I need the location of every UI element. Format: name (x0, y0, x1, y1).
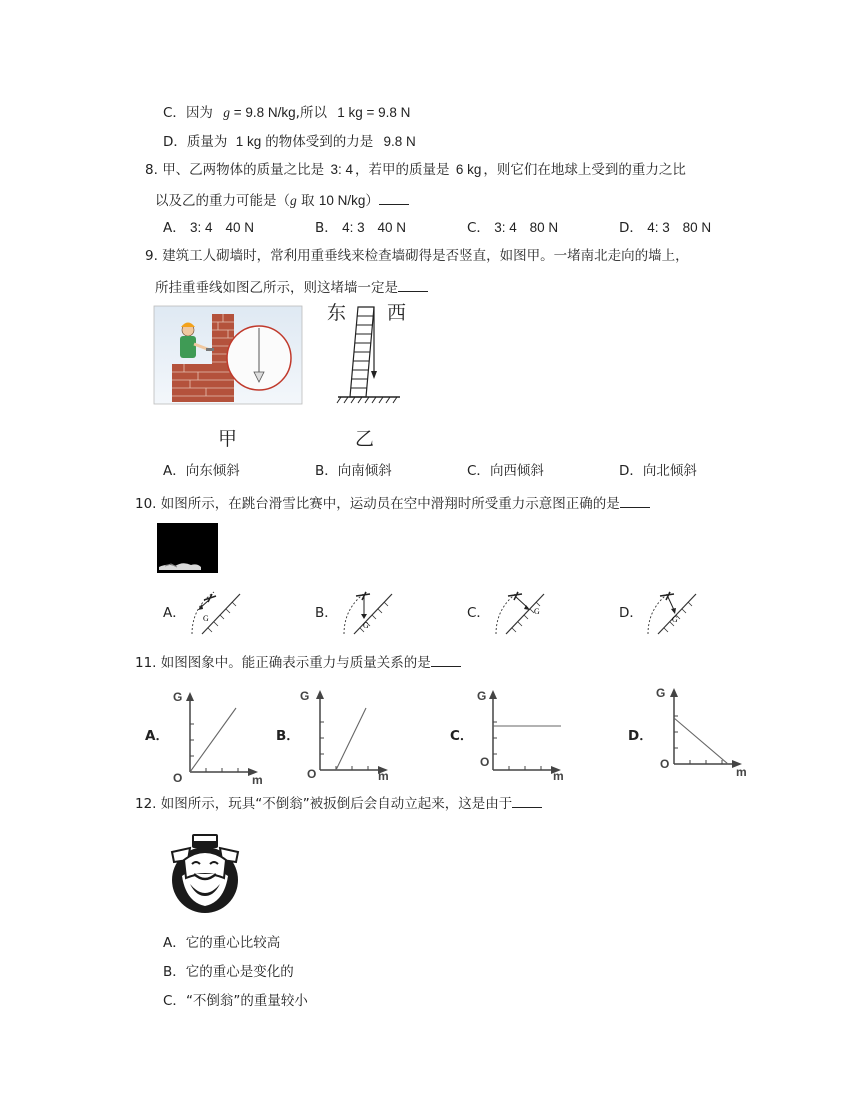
value: 3: 4 (330, 162, 354, 177)
value: 40 N (225, 220, 254, 235)
text: 建筑工人砌墙时，常利用重垂线来检查墙砌得是否竖直，如图甲。一堵南北走向的墙上， (162, 248, 689, 264)
option-letter: A． (163, 463, 186, 479)
value: 1 kg (235, 134, 262, 149)
axis-label-m: m (378, 769, 389, 783)
answer-blank[interactable] (379, 192, 409, 205)
value: 6 kg (455, 162, 482, 177)
q8-option-b (315, 221, 406, 236)
formula: 1 kg = 9.8 N (337, 105, 411, 120)
q8-option-a (163, 221, 254, 236)
value: 80 N (529, 220, 559, 235)
q11-graph-c (477, 686, 573, 782)
q10-option-a-label: A． (163, 605, 186, 621)
text: 所挂重垂线如图乙所示，则这堵墙一定是 (155, 280, 398, 296)
axis-label-m: m (736, 765, 747, 779)
text: 以及乙的重力可能是（ (155, 193, 290, 209)
answer-blank[interactable] (431, 654, 461, 667)
q10-option-d-label: D． (619, 605, 643, 621)
q10-diagram-b (338, 588, 394, 636)
text: 的物体受到的力是 (265, 134, 374, 150)
label-west: 西 (387, 302, 407, 324)
option-text: “不倒翁”的重量较小 (185, 993, 308, 1009)
q10-line1 (135, 495, 650, 512)
force-label-g: G (203, 614, 209, 623)
value: 3: 4 (494, 220, 517, 235)
q9-option-a (163, 465, 240, 479)
axis-label-g: G (656, 686, 666, 700)
text: 如图所示，在跳台滑雪比赛中，运动员在空中滑翔时所受重力示意图正确的是 (160, 496, 620, 512)
question-number: 11. (135, 655, 157, 671)
question-number: 10. (135, 496, 157, 512)
text: ，若甲的质量是 (355, 162, 450, 178)
label-east: 东 (327, 302, 347, 324)
text: 如图图象中。能正确表示重力与质量关系的是 (160, 655, 431, 671)
q11-option-a-label: A． (145, 728, 169, 744)
option-letter: C． (163, 105, 186, 121)
q7-option-c (163, 106, 410, 121)
caption-figure-a: 甲 (218, 428, 238, 450)
question-number: 12. (135, 796, 157, 812)
value: 3: 4 (190, 220, 213, 235)
text: 质量为 (186, 134, 228, 150)
q11-graph-d (656, 684, 752, 780)
value: 80 N (682, 220, 712, 235)
force-label-g: G (672, 615, 678, 624)
q11-graph-a (170, 688, 266, 787)
q12-option-c (163, 995, 308, 1009)
q11-graph-b (300, 686, 396, 782)
q8-option-c (467, 221, 558, 236)
q9-line1 (145, 250, 689, 264)
answer-blank[interactable] (620, 495, 650, 508)
axis-label-g: G (477, 689, 487, 703)
figure-bricklayer-plumb (154, 306, 302, 404)
axis-label-g: G (300, 689, 310, 703)
option-letter: D． (163, 134, 187, 150)
option-letter: B． (315, 463, 338, 479)
origin-label: O (307, 767, 317, 781)
force-label-g: G (363, 621, 369, 630)
axis-label-m: m (252, 773, 263, 787)
q11-option-c-label: C． (450, 728, 474, 744)
option-text: 它的重心比较高 (185, 935, 281, 951)
q9-line2 (155, 279, 428, 296)
q10-diagram-d (642, 588, 698, 636)
option-letter: A． (163, 935, 186, 951)
q10-diagram-c (490, 588, 546, 636)
text: 甲、乙两物体的质量之比是 (162, 162, 325, 178)
text: 因为 (185, 105, 213, 121)
option-letter: B． (315, 220, 338, 236)
text: ，则它们在地球上受到的重力之比 (483, 162, 686, 178)
value: 4: 3 (647, 220, 670, 235)
option-text: 它的重心是变化的 (185, 964, 294, 980)
q8-option-d (619, 221, 711, 236)
text: 如图所示，玩具“不倒翁”被扳倒后会自动立起来，这是由于 (160, 796, 513, 812)
question-number: 8. (145, 162, 158, 178)
q9-option-c (467, 465, 544, 479)
q10-diagram-a (186, 588, 242, 636)
value: 10 N/kg (318, 193, 366, 208)
axis-label-g: G (173, 690, 183, 704)
tumbler-toy-image (166, 830, 244, 916)
question-number: 9. (145, 248, 158, 264)
figure-leaning-wall (336, 305, 402, 405)
option-letter: B． (163, 964, 186, 980)
q10-option-c-label: C． (467, 605, 490, 621)
origin-label: O (480, 755, 490, 769)
q12-option-a (163, 937, 280, 951)
value: 4: 3 (342, 220, 365, 235)
q8-line1 (145, 163, 686, 178)
option-text: 向北倾斜 (642, 463, 697, 479)
q11-line1 (135, 654, 461, 671)
option-text: 向西倾斜 (489, 463, 544, 479)
option-text: 向东倾斜 (185, 463, 240, 479)
text: 取 (301, 193, 315, 209)
origin-label: O (660, 757, 670, 771)
force-label-g: G (534, 607, 540, 616)
origin-label: O (173, 771, 183, 785)
option-letter: A． (163, 220, 186, 236)
q9-option-b (315, 465, 392, 479)
q8-line2 (155, 192, 409, 209)
option-letter: C． (467, 220, 490, 236)
option-letter: D． (619, 220, 643, 236)
answer-blank[interactable] (398, 279, 428, 292)
caption-figure-b: 乙 (355, 428, 375, 450)
q12-option-b (163, 966, 294, 980)
value: 9.8 N (383, 134, 416, 149)
q12-line1 (135, 795, 542, 812)
q9-option-d (619, 465, 697, 479)
text: ,所以 (295, 105, 327, 121)
answer-blank[interactable] (512, 795, 542, 808)
q11-option-b-label: B． (276, 728, 300, 744)
q11-option-d-label: D． (628, 728, 653, 744)
option-letter: C． (467, 463, 490, 479)
axis-label-m: m (553, 769, 564, 783)
q7-option-d (163, 135, 416, 150)
symbol: g (290, 193, 297, 208)
option-text: 向南倾斜 (337, 463, 392, 479)
ski-jump-photo (157, 523, 218, 573)
text: ） (365, 193, 379, 209)
formula: g = 9.8 N/kg (223, 105, 296, 120)
option-letter: D． (619, 463, 643, 479)
value: 40 N (377, 220, 406, 235)
option-letter: C． (163, 993, 186, 1009)
q10-option-b-label: B． (315, 605, 338, 621)
